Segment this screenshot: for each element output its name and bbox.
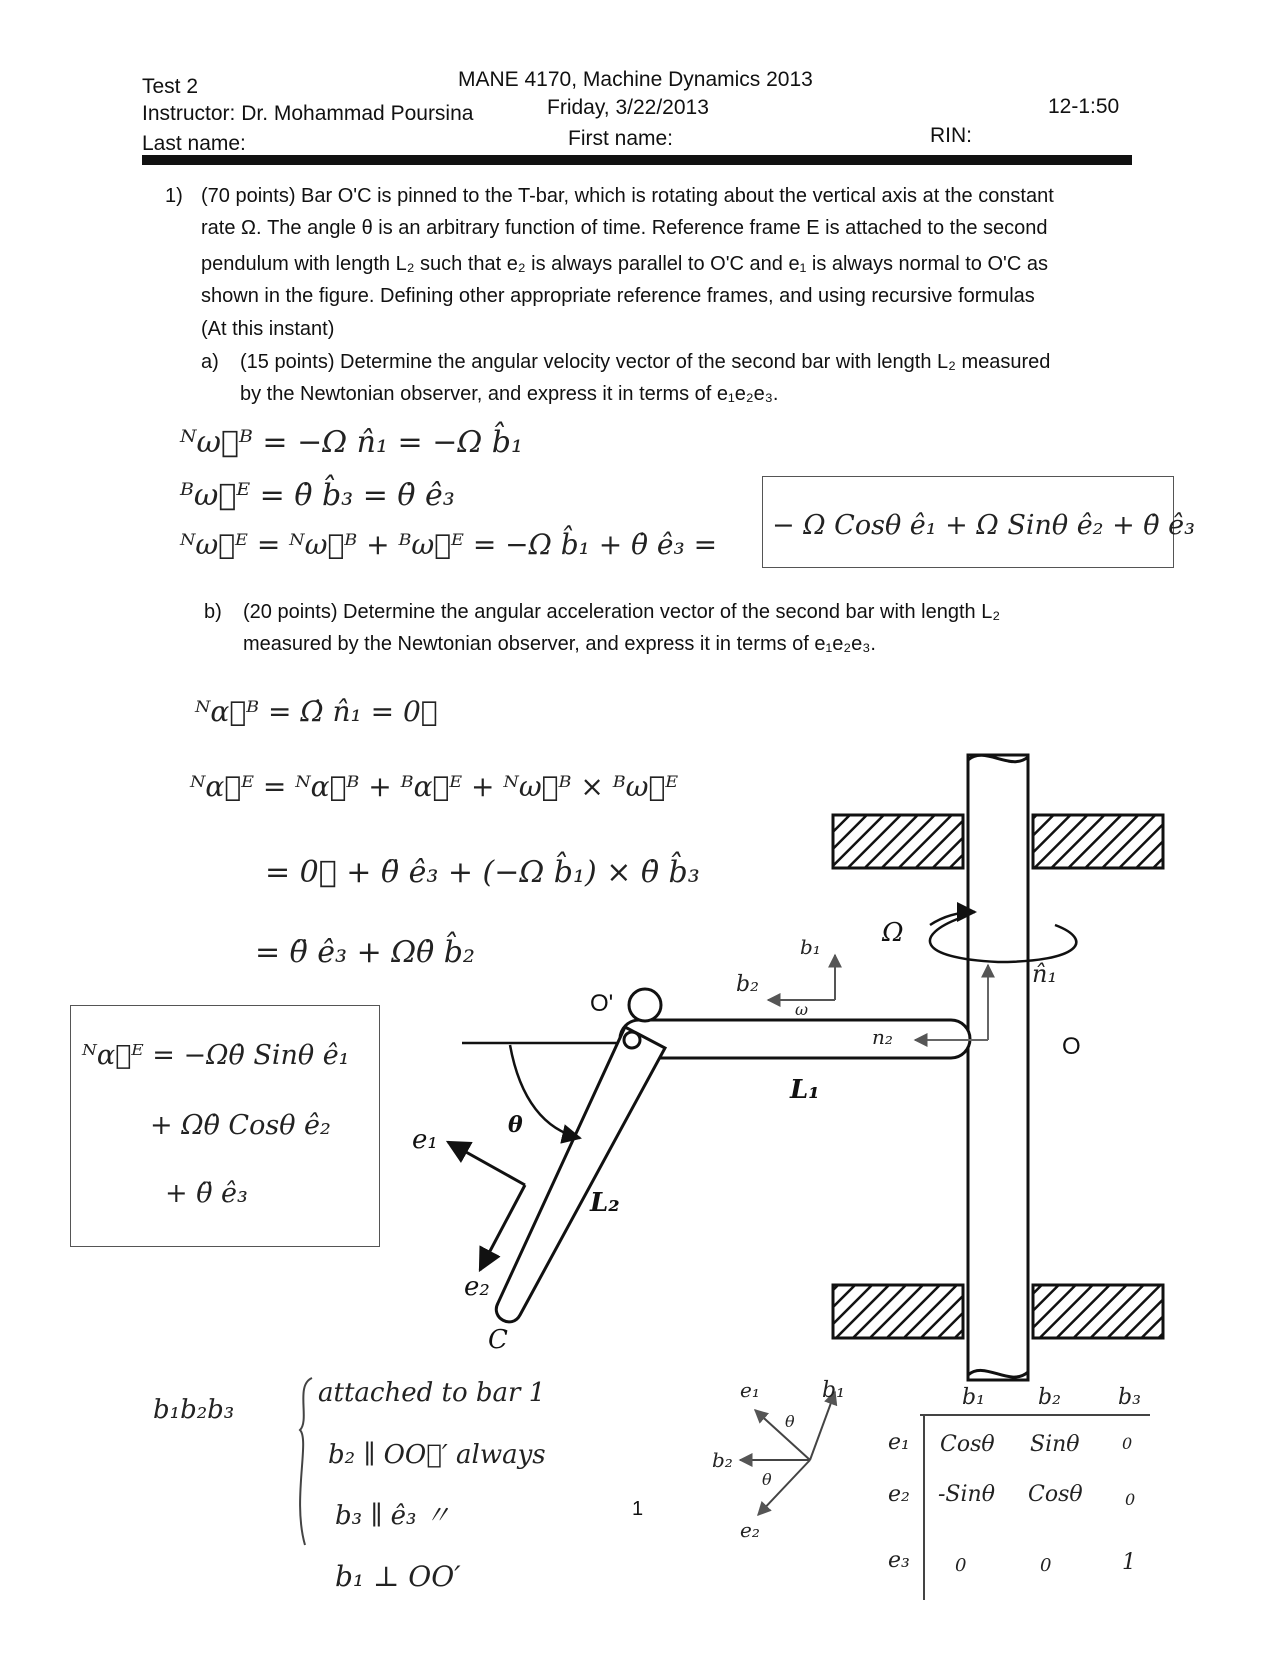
table-row-e3: e₃ <box>888 1548 910 1573</box>
work-a-eq-3: ᴺω⃗ᴱ = ᴺω⃗ᴮ + ᴮω⃗ᴱ = −Ω b̂₁ + θ̇ ê₃ = <box>180 528 718 561</box>
problem-line-4: shown in the figure. Defining other appropriate reference frames, and using recursive formulas <box>201 285 1035 307</box>
problem-line-1: (70 points) Bar O'C is pinned to the T-bar, which is rotating about the vertical axis at the constant <box>201 185 1054 207</box>
part-a-line-1: (15 points) Determine the angular velocity vector of the second bar with length L₂ measured <box>240 351 1051 373</box>
work-a-eq-1: ᴺω⃗ᴮ = −Ω n̂₁ = −Ω b̂₁ <box>180 425 523 460</box>
table-row-e1: e₁ <box>888 1430 910 1455</box>
table-row-e2: e₂ <box>888 1482 910 1507</box>
work-b-eq-4: = θ̈ ê₃ + Ωθ̇ b̂₂ <box>255 935 475 970</box>
bearing-top-right <box>1033 815 1163 868</box>
work-b-eq-2: ᴺα⃗ᴱ = ᴺα⃗ᴮ + ᴮα⃗ᴱ + ᴺω⃗ᴮ × ᴮω⃗ᴱ <box>190 770 679 803</box>
omega-small-label: ω <box>795 1000 809 1019</box>
theta-label: θ <box>508 1112 523 1138</box>
table-cell: Cosθ <box>940 1432 995 1457</box>
last-name-label: Last name: <box>142 132 246 155</box>
part-a-label: a) <box>201 351 219 373</box>
small-e1-label: e₁ <box>740 1378 760 1402</box>
notes-frame: b₁b₂b₃ <box>153 1395 235 1425</box>
notes-line-3: b₃ ∥ ê₃ 〃 <box>335 1501 451 1531</box>
small-b2-label: b₂ <box>712 1448 733 1472</box>
part-b-label: b) <box>204 601 222 623</box>
table-col-b1: b₁ <box>962 1385 985 1410</box>
instructor: Instructor: Dr. Mohammad Poursina <box>142 102 474 125</box>
table-col-b3: b₃ <box>1118 1385 1141 1410</box>
exam-time: 12-1:50 <box>1048 95 1120 118</box>
rin-label: RIN: <box>930 124 972 147</box>
notes-line-4: b₁ ⊥ OO′ <box>335 1560 461 1593</box>
table-cell: 0 <box>1122 1434 1133 1453</box>
small-e2-label: e₂ <box>740 1518 760 1542</box>
part-b-line-2: measured by the Newtonian observer, and express it in terms of e₁e₂e₃. <box>243 633 876 655</box>
page-number: 1 <box>632 1498 644 1520</box>
n1-label: n̂₁ <box>1032 960 1058 988</box>
problem-number: 1) <box>165 185 183 207</box>
part-a-line-2: by the Newtonian observer, and express it in terms of e₁e₂e₃. <box>240 383 779 405</box>
l1-label: L₁ <box>790 1075 820 1105</box>
table-col-b2: b₂ <box>1038 1385 1061 1410</box>
part-b-line-1: (20 points) Determine the angular acceleration vector of the second bar with length L₂ <box>243 601 1001 623</box>
n2-label: n₂ <box>872 1025 893 1049</box>
bearing-bottom-right <box>1033 1285 1163 1338</box>
work-a-eq-2: ᴮω⃗ᴱ = θ̇ b̂₃ = θ̇ ê₃ <box>180 478 455 513</box>
small-theta-1: θ <box>785 1412 795 1431</box>
vertical-shaft <box>968 755 1028 1380</box>
notes-line-2: b₂ ∥ OO⃗′ always <box>328 1440 546 1470</box>
work-b-eq-3: = 0⃗ + θ̈ ê₃ + (−Ω b̂₁) × θ̇ b̂₃ <box>265 855 700 890</box>
work-b-eq-1: ᴺα⃗ᴮ = Ω̇ n̂₁ = 0⃗ <box>195 695 438 728</box>
small-b1-label: b₁ <box>822 1378 845 1403</box>
notes-line-1: attached to bar 1 <box>318 1378 546 1408</box>
answer-b-line-1: ᴺα⃗ᴱ = −Ωθ̇ Sinθ ê₁ <box>82 1040 350 1071</box>
e1-label: e₁ <box>412 1125 438 1155</box>
table-cell: Sinθ <box>1030 1432 1080 1457</box>
bar-l2 <box>496 1027 665 1322</box>
e2-label: e₂ <box>464 1272 490 1302</box>
b1-label: b₁ <box>800 935 821 959</box>
small-theta-2: θ <box>762 1470 772 1489</box>
pin-o-prime <box>624 1032 640 1048</box>
table-cell: 0 <box>1040 1555 1052 1576</box>
table-cell: 1 <box>1122 1550 1136 1575</box>
exam-date: Friday, 3/22/2013 <box>547 96 709 119</box>
problem-line-3: pendulum with length L₂ such that e₂ is always parallel to O'C and e₁ is always normal to O'C as <box>201 253 1048 275</box>
bearing-top-left <box>833 815 963 868</box>
omega-label: Ω <box>882 918 904 948</box>
answer-b-line-2: + Ωθ̇ Cosθ ê₂ <box>150 1110 331 1141</box>
table-cell: Cosθ <box>1028 1482 1083 1507</box>
bearing-bottom-left <box>833 1285 963 1338</box>
course-title: MANE 4170, Machine Dynamics 2013 <box>458 68 813 91</box>
answer-a: − Ω Cosθ ê₁ + Ω Sinθ ê₂ + θ̇ ê₃ <box>772 510 1195 541</box>
table-cell: 0 <box>1125 1490 1136 1509</box>
point-o-label: O <box>1062 1033 1081 1060</box>
answer-b-line-3: + θ̈ ê₃ <box>165 1178 248 1209</box>
problem-line-2: rate Ω. The angle θ is an arbitrary function of time. Reference frame E is attached to the second <box>201 217 1048 239</box>
point-o-prime-label: O' <box>590 990 614 1017</box>
table-cell: -Sinθ <box>938 1482 995 1507</box>
test-title: Test 2 <box>142 75 199 98</box>
problem-line-5: (At this instant) <box>201 318 335 340</box>
b2-label: b₂ <box>736 972 759 997</box>
point-c-label: C <box>488 1325 508 1355</box>
first-name-label: First name: <box>568 127 674 150</box>
table-cell: 0 <box>955 1555 967 1576</box>
l2-label: L₂ <box>590 1188 620 1218</box>
